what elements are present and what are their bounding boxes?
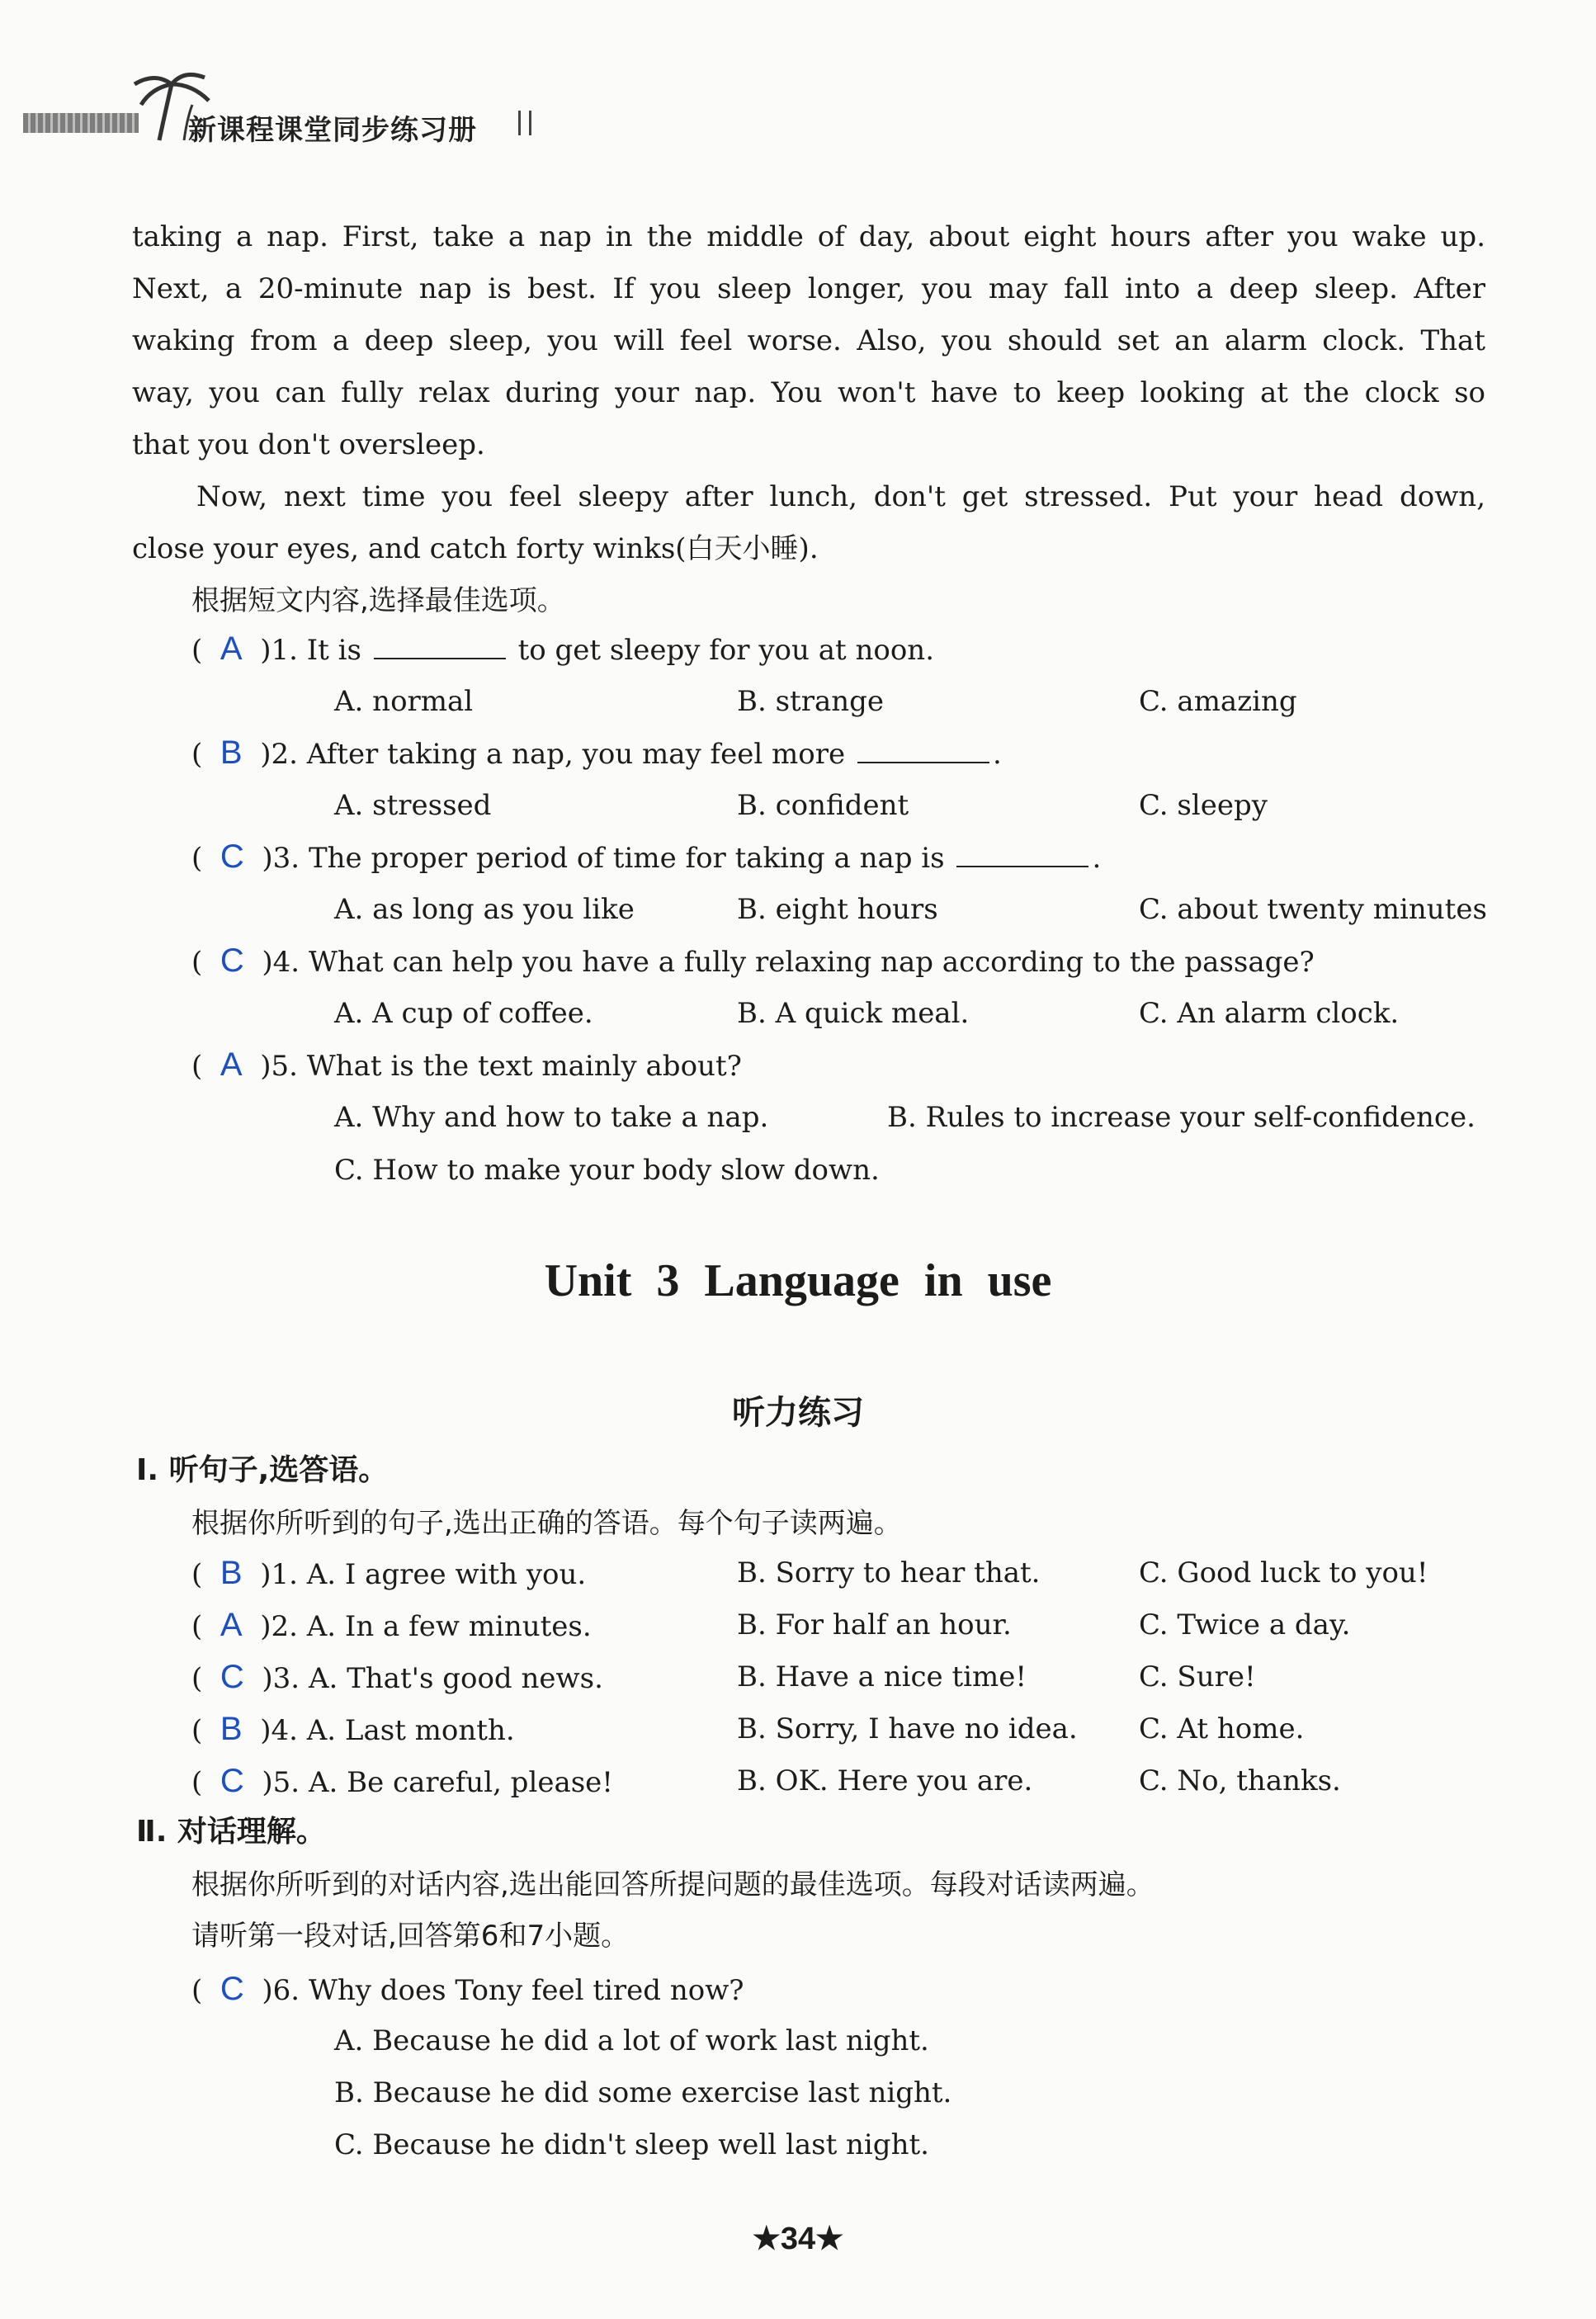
question-number: )5. xyxy=(262,1766,300,1799)
listening-q2: ( A )2. A. In a few minutes. xyxy=(191,1607,592,1643)
star-icon: ★ xyxy=(815,2222,844,2256)
listening-q6-option-a: A. Because he did a lot of work last night. xyxy=(334,2024,929,2057)
reading-q5: ( A )5. What is the text mainly about? xyxy=(191,1046,742,1083)
question-number: )4. xyxy=(262,946,300,979)
listening-q4-option-c: C. At home. xyxy=(1139,1712,1305,1745)
question-number: )2. xyxy=(260,738,298,771)
option-a: A. In a few minutes. xyxy=(306,1610,592,1643)
listening-q6-option-c: C. Because he didn't sleep well last night. xyxy=(334,2128,929,2161)
passage-p2-line-2: close your eyes, and catch forty winks(白天小睡). xyxy=(132,532,819,565)
option-a: A. Last month. xyxy=(306,1714,515,1747)
answer-mark: C xyxy=(220,942,244,979)
header-decor-bar xyxy=(23,113,139,133)
page-number-value: 34 xyxy=(780,2222,816,2256)
question-text-end: . xyxy=(992,738,1002,771)
listening-q5-option-c: C. No, thanks. xyxy=(1139,1764,1341,1797)
unit-title: Unit 3 Language in use xyxy=(544,1255,1052,1306)
question-number: )6. xyxy=(262,1974,300,2007)
part2-title: Ⅱ. 对话理解。 xyxy=(136,1815,326,1849)
reading-q3-option-b: B. eight hours xyxy=(737,893,938,926)
reading-q3-option-a: A. as long as you like xyxy=(334,893,635,926)
reading-q2-option-a: A. stressed xyxy=(334,789,492,822)
listening-q5-option-b: B. OK. Here you are. xyxy=(737,1764,1033,1797)
reading-q2: ( B )2. After taking a nap, you may feel more . xyxy=(191,734,1002,771)
question-text-end: . xyxy=(1092,842,1102,875)
option-a: A. I agree with you. xyxy=(306,1558,587,1591)
page-number xyxy=(0,2220,1596,2257)
page-header xyxy=(23,68,766,147)
answer-blank xyxy=(857,739,989,763)
listening-q4: ( B )4. A. Last month. xyxy=(191,1711,515,1747)
answer-mark: A xyxy=(220,1046,243,1083)
answer-mark: B xyxy=(220,1555,243,1591)
listening-q1-option-c: C. Good luck to you! xyxy=(1139,1556,1428,1589)
option-a: A. That's good news. xyxy=(308,1662,603,1695)
reading-q4: ( C )4. What can help you have a fully relaxing nap according to the passage? xyxy=(191,942,1315,979)
listening-q1: ( B )1. A. I agree with you. xyxy=(191,1555,587,1591)
reading-q3: ( C )3. The proper period of time for taking a nap is . xyxy=(191,838,1102,875)
reading-q4-option-c: C. An alarm clock. xyxy=(1139,997,1400,1030)
listening-q3-option-b: B. Have a nice time! xyxy=(737,1660,1027,1693)
question-number: )3. xyxy=(262,842,300,875)
passage-line-3: waking from a deep sleep, you will feel worse. Also, you should set an alarm clock. That xyxy=(132,324,1485,357)
star-icon: ★ xyxy=(752,2222,781,2256)
section-title: 听力练习 xyxy=(732,1394,864,1432)
reading-q1-option-c: C. amazing xyxy=(1139,685,1297,718)
passage-line-2: Next, a 20-minute nap is best. If you sleep longer, you may fall into a deep sleep. After xyxy=(132,272,1485,305)
question-number: )4. xyxy=(260,1714,298,1747)
reading-q4-option-b: B. A quick meal. xyxy=(737,997,970,1030)
question-text-end: to get sleepy for you at noon. xyxy=(517,634,935,667)
passage-line-1: taking a nap. First, take a nap in the middle of day, about eight hours after you wake up. xyxy=(132,220,1485,253)
part2-instruction: 根据你所听到的对话内容,选出能回答所提问题的最佳选项。每段对话读两遍。 xyxy=(191,1868,1155,1901)
reading-q1: ( A )1. It is to get sleepy for you at noon. xyxy=(191,631,935,667)
reading-q4-option-a: A. A cup of coffee. xyxy=(334,997,593,1030)
listening-q4-option-b: B. Sorry, I have no idea. xyxy=(737,1712,1078,1745)
listening-q2-option-b: B. For half an hour. xyxy=(737,1608,1012,1641)
listening-q6-option-b: B. Because he did some exercise last night. xyxy=(334,2076,952,2109)
part2-sub-instruction: 请听第一段对话,回答第6和7小题。 xyxy=(191,1920,630,1953)
answer-mark: B xyxy=(220,1711,243,1747)
part1-title: Ⅰ. 听句子,选答语。 xyxy=(136,1453,389,1487)
passage-line-4: way, you can fully relax during your nap. You won't have to keep looking at the clock so xyxy=(132,376,1485,409)
question-text: What is the text mainly about? xyxy=(306,1050,742,1083)
answer-mark: C xyxy=(220,1659,244,1695)
listening-q3-option-c: C. Sure! xyxy=(1139,1660,1256,1693)
answer-mark: A xyxy=(220,631,243,667)
answer-mark: C xyxy=(220,1971,244,2007)
reading-q2-option-c: C. sleepy xyxy=(1139,789,1268,822)
listening-q6: ( C )6. Why does Tony feel tired now? xyxy=(191,1971,744,2007)
answer-mark: C xyxy=(220,1763,244,1799)
header-decor-lines xyxy=(518,111,531,135)
reading-q1-option-b: B. strange xyxy=(737,685,885,718)
reading-instruction: 根据短文内容,选择最佳选项。 xyxy=(191,584,565,617)
listening-q3: ( C )3. A. That's good news. xyxy=(191,1659,603,1695)
reading-q5-option-a: A. Why and how to take a nap. xyxy=(334,1101,769,1134)
passage-p2-line-1: Now, next time you feel sleepy after lunch, don't get stressed. Put your head down, xyxy=(196,480,1485,513)
answer-mark: C xyxy=(220,838,244,875)
question-number: )5. xyxy=(260,1050,298,1083)
reading-q3-option-c: C. about twenty minutes xyxy=(1139,893,1487,926)
answer-blank xyxy=(956,843,1088,867)
question-text: What can help you have a fully relaxing nap according to the passage? xyxy=(308,946,1315,979)
question-number: )3. xyxy=(262,1662,300,1695)
question-text: It is xyxy=(306,634,361,667)
listening-q1-option-b: B. Sorry to hear that. xyxy=(737,1556,1041,1589)
listening-q5: ( C )5. A. Be careful, please! xyxy=(191,1763,613,1799)
header-title: 新课程课堂同步练习册 xyxy=(188,114,477,147)
question-number: )2. xyxy=(260,1610,298,1643)
reading-q5-option-c: C. How to make your body slow down. xyxy=(334,1154,880,1187)
reading-q5-option-b: B. Rules to increase your self-confidence. xyxy=(887,1101,1476,1134)
question-text: After taking a nap, you may feel more xyxy=(306,738,846,771)
answer-mark: A xyxy=(220,1607,243,1643)
reading-q2-option-b: B. confident xyxy=(737,789,909,822)
question-text: Why does Tony feel tired now? xyxy=(308,1974,744,2007)
option-a: A. Be careful, please! xyxy=(308,1766,613,1799)
reading-q1-option-a: A. normal xyxy=(334,685,474,718)
answer-mark: B xyxy=(220,734,243,771)
listening-q2-option-c: C. Twice a day. xyxy=(1139,1608,1351,1641)
answer-blank xyxy=(374,635,506,659)
question-number: )1. xyxy=(260,634,298,667)
question-text: The proper period of time for taking a nap is xyxy=(308,842,945,875)
question-number: )1. xyxy=(260,1558,298,1591)
passage-line-5: that you don't oversleep. xyxy=(132,428,485,461)
part1-instruction: 根据你所听到的句子,选出正确的答语。每个句子读两遍。 xyxy=(191,1507,902,1540)
